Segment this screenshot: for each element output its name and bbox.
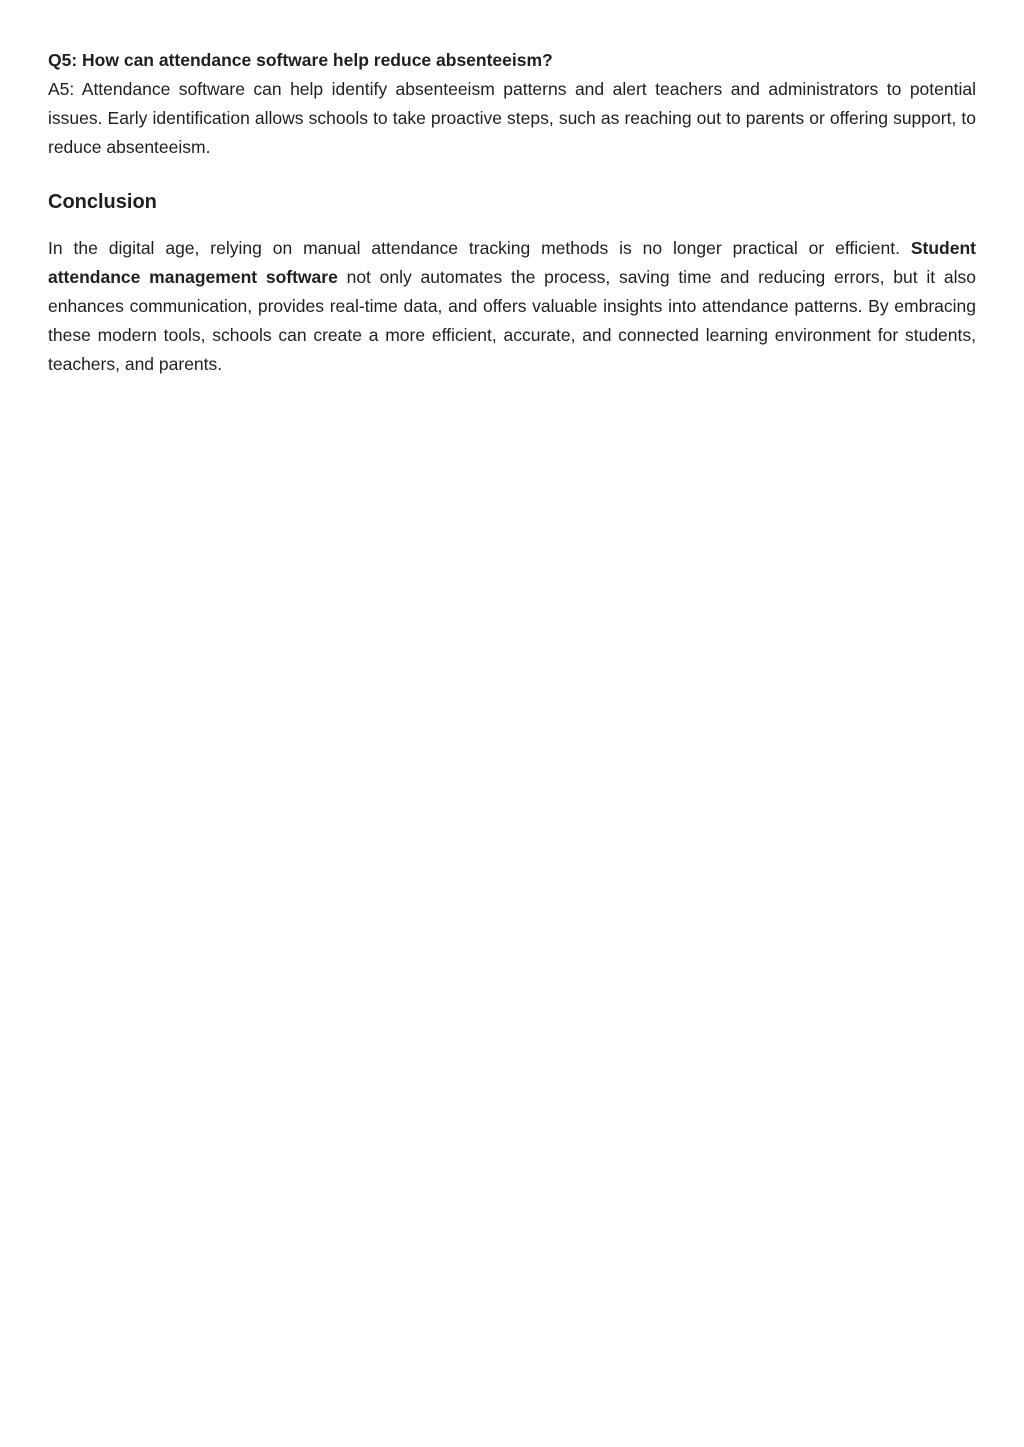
faq-question: Q5: How can attendance software help reduce absenteeism? [48,50,553,70]
conclusion-text-before: In the digital age, relying on manual attendance tracking methods is no longer practical or efficient. [48,238,911,258]
conclusion-text-after: not only automates the process, saving time and reducing errors, but it also enhances communication, provides real-time data, and offers valuable insights into attendance patterns. By embracing these modern tools, schools can create a more efficient, accurate, and connected learning environment for students, teachers, and parents. [48,267,976,374]
conclusion-paragraph [48,234,976,379]
faq-answer: A5: Attendance software can help identify absenteeism patterns and alert teachers and administrators to potential issues. Early identification allows schools to take proactive steps, such as reaching out to parents or offering support, to reduce absenteeism. [48,79,976,157]
conclusion-heading: Conclusion [48,191,157,213]
conclusion-bold-phrase: Student attendance management software [48,238,976,287]
document-page [48,46,976,379]
